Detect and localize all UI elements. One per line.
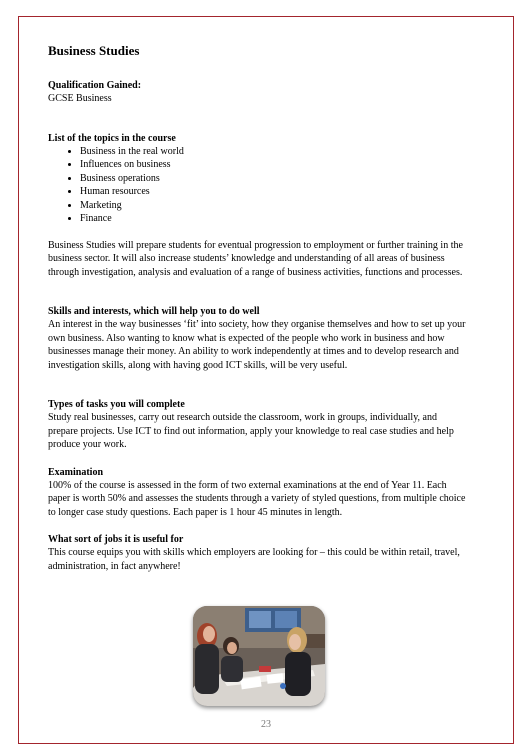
list-item: • Business in the real world — [80, 145, 466, 159]
tasks-heading: Types of tasks you will complete — [48, 399, 185, 410]
tasks-paragraph: Study real businesses, carry out research outside the classroom, work in groups, individually, and prepare projects. Use ICT to find out information, apply your knowledge to real case studies and help produce your work. — [48, 412, 454, 450]
topics-heading: List of the topics in the course — [48, 132, 176, 144]
list-item: • Marketing — [80, 199, 466, 213]
qualification-value: GCSE Business — [48, 93, 112, 104]
list-item: • Influences on business — [80, 158, 466, 172]
classroom-photo — [193, 606, 325, 706]
list-item: • Human resources — [80, 185, 466, 199]
list-item: • Business operations — [80, 172, 466, 186]
intro-paragraph: Business Studies will prepare students for eventual progression to employment or further training in the business sector. It will also increase students’ knowledge and understanding of all areas of business through investigation, analysis and evaluation of a range of business activities, functions and processes. — [48, 239, 463, 278]
examination-heading: Examination — [48, 466, 104, 478]
skills-paragraph: An interest in the way businesses ‘fit’ into society, how they organise themselves and how to set up your own business. Also wanting to know what is expected of the people who work in business and how businesses manage their money. An ability to work independently at times and to develop research and investigation skills, along with having good ICT skills, will be very useful. — [48, 319, 466, 371]
jobs-heading: What sort of jobs it is useful for — [48, 534, 184, 545]
topics-list — [48, 145, 466, 226]
page-number: 23 — [261, 719, 271, 730]
jobs-paragraph: This course equips you with skills which employers are looking for – this could be within retail, travel, administration, in fact anywhere! — [48, 547, 460, 572]
page-content — [48, 43, 466, 573]
qualification-heading: Qualification Gained: — [48, 80, 142, 91]
list-item: • Finance — [80, 212, 466, 226]
skills-heading: Skills and interests, which will help you to do well — [48, 306, 260, 317]
page-title: Business Studies — [48, 43, 140, 58]
examination-paragraph: 100% of the course is assessed in the form of two external examinations at the end of Year 11. Each paper is worth 50% and assesses the students through a variety of styled questions, from multiple choice to longer case study questions. Each paper is 1 hour 45 minutes in length. — [48, 479, 466, 518]
